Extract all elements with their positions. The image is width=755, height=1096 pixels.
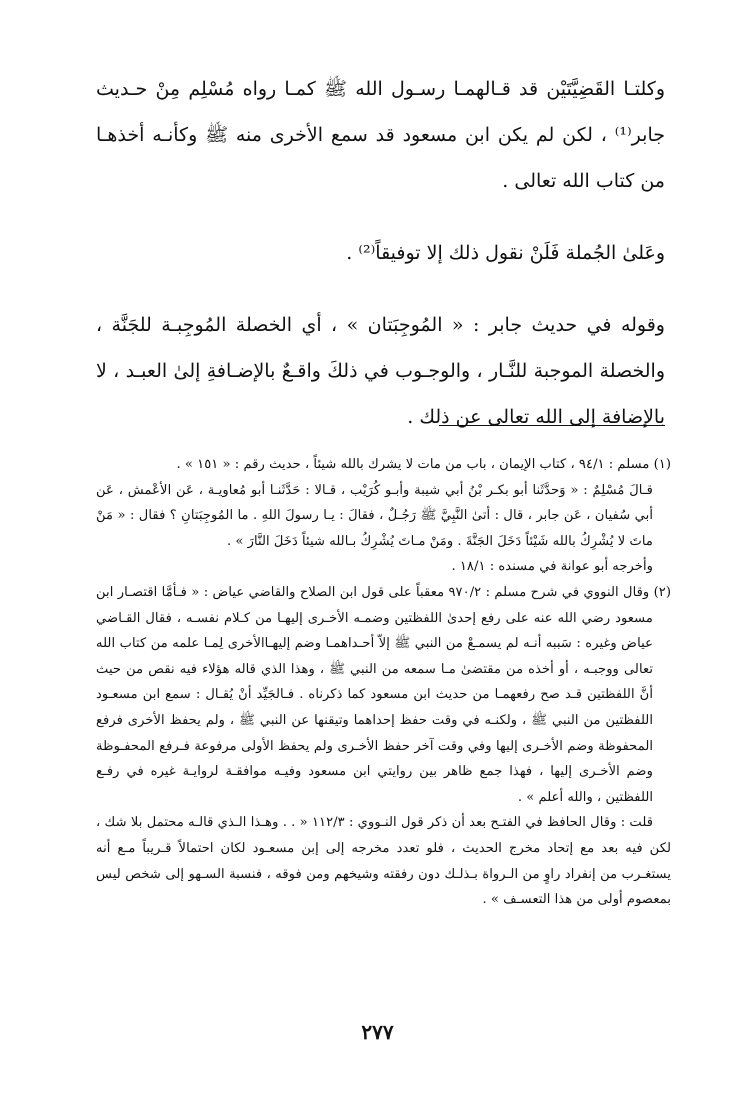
main-text-block — [96, 66, 665, 440]
main-paragraph-2: وعَلىٰ الجُملة فَلَنْ نقول ذلك إلا توفيقاً⁽²⁾ . — [346, 242, 665, 264]
footnote-1-citation: (١) مسلم : ٩٤/١ ، كتاب الإيمان ، باب من مات لا يشرك بالله شيئاً ، حديث رقم : « ١٥١ » . — [176, 457, 671, 472]
main-paragraph-1: وكلتـا القَضِيَّتَيْن قد قـالهمـا رسـول الله ﷺ كمـا رواه مُسْلِم مِنْ حـديث جابر⁽¹⁾ ، لكن لم يكن ابن مسعود قد سمع الأخرى منه ﷺ وكأنـه أخذهـا من كتاب الله تعالى . — [96, 78, 665, 192]
main-paragraph-3: وقوله في حديث جابر : « المُوجِبَتان » ، أي الخصلة المُوجِبـة للجَنَّة ، والخصلة الموجبة للنَّـار ، والوجـوب في ذلكَ واقـعٌ بالإضـافةِ إلىٰ العبـد ، لا بالإضافة إلى الله تعالى عن ذلك . — [96, 314, 665, 428]
footnote-2-author-note: قلت : وقال الحافظ في الفتـح بعد أن ذكر قول النـووي : ١١٢/٣ « . . وهـذا الـذي قالـه محتمل بلا شك ، لكن فيه بعد مع إتحاد مخرج الحديث ، فلو تعدد مخرجه إلى إبن مسعـود لكان احتمالاً قـريباً مـع أنه يستغـرب من إنفراد راوٍ من الـرواة بـذلـك دون رفقته وشيخهم ومن فوقه ، فنسبة السـهو إلى شخص ليس بمعصوم أولى من هذا التعسـف » . — [96, 815, 671, 908]
paragraph-gap — [96, 204, 665, 230]
paragraph-gap — [96, 276, 665, 302]
page-number: ٢٧٧ — [361, 1020, 394, 1044]
footnote-2-text: (٢) وقال النووي في شرح مسلم : ٩٧٠/٢ معقباً على قول ابن الصلاح والقاضي عياض : « فـأمَّا اقتصـار ابن مسعود رضي الله عنه على رفع إحدىٰ اللفظتين وضمـه الأخـرى إليهـا من كـلام نفسـه ، فقال القـاضي عياض وغيره : سَببه أنـه لم يسمـعْ من النبي ﷺ إلاّ أحـداهمـا وضم إليهـاالأخرى لِمـا علمه من كتاب الله تعالى ووجبـه ، أو أخذه من مقتضىٰ مـا سمعه من النبي ﷺ ، وهذا الذي قاله هؤلاء فيه نقص من حيث أنَّ اللفظتين قـد صح رفعهمـا من حديث ابن مسعود كما ذكرناه . فـالجَيِّد أنْ يُقـال : سمع ابن مسعـود اللفظتين من النبي ﷺ ، ولكنـه في وقت حفظ إحداهما وتيقنها عن النبي ﷺ ، ولم يحفظ الأخرى فرفع المحفوظة وضم الأخـرى إليها وفي وقت آخر حفظ الأخـرى ولم يحفظ الأولى مرفوعة فـرفع المحفـوظة وضم الأخـرى إليها ، فهذا جمع ظاهر بين روايتي ابن مسعود وفيـه موافقـة لروايـة غيره في رفـع اللفظتين ، والله أعلم » . — [96, 584, 671, 805]
footnotes-block — [96, 452, 671, 913]
footnote-1-extra-source: وأخرجه أبو عوانة في مسنده : ١٨/١ . — [451, 559, 653, 575]
footnote-separator-line — [439, 425, 665, 426]
footnote-1-hadith-text: قـالَ مُسْلِمٌ : « وَحدَّثَنا أبو بكـر بْنُ أبي شيبة وأبـو كُرَيْب ، قـالا : حَدَّثَنـا أبو مُعاويـة ، عَن الأعْمش ، عَن أبي سُفيان ، عَن جابر ، قال : أتىٰ النَّبِيَّ ﷺ رَجُـلٌ ، فقالَ : يـا رسولَ اللهِ . ما المُوجِبَتانِ ؟ فقال : « مَنْ ماتَ لا يُشْرِكُ بالله شَيْئاً دَخَلَ الجَنَّةَ . ومَنْ مـاتَ يُشْرِكُ بـالله شيئاً دَخَلَ النَّارَ » . — [96, 482, 653, 549]
